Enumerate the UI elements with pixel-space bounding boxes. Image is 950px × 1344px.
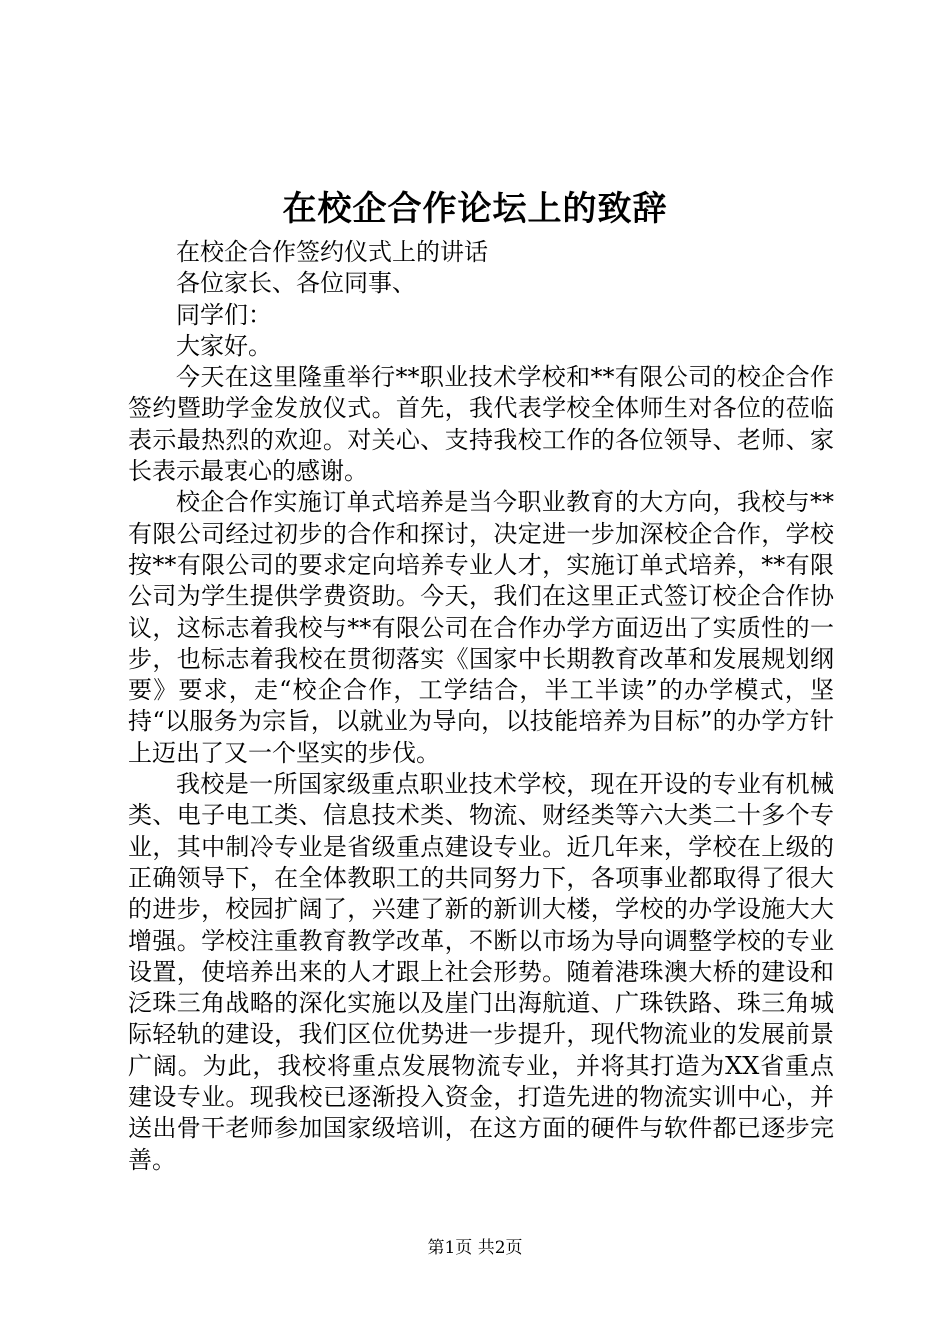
paragraph-salutation-students: 同学们： [176, 300, 272, 329]
document-title: 在校企合作论坛上的致辞 [282, 189, 668, 229]
paragraph-speech-subtitle: 在校企合作签约仪式上的讲话 [176, 238, 488, 266]
paragraph-salutation: 各位家长、各位同事、 [176, 269, 416, 298]
paragraph-opening: 今天在这里隆重举行**职业技术学校和**有限公司的校企合作签约暨助学金发放仪式。首先，我代表学校全体师生对各位的莅临表示最热烈的欢迎。对关心、支持我校工作的各位领导、老师、家长表示最衷心的感谢。 [128, 363, 834, 486]
paragraph-school-intro: 我校是一所国家级重点职业技术学校，现在开设的专业有机械类、电子电工类、信息技术类、物流、财经类等六大类二十多个专业，其中制冷专业是省级重点建设专业。近几年来，学校在上级的正确领导下，在全体教职工的共同努力下，各项事业都取得了很大的进步，校园扩阔了，兴建了新的新训大楼，学校的办学设施大大增强。学校注重教育教学改革，不断以市场为导向调整学校的专业设置，使培养出来的人才跟上社会形势。随着港珠澳大桥的建设和泛珠三角战略的深化实施以及崖门出海航道、广珠铁路、珠三角城际轻轨的建设，我们区位优势进一步提升，现代物流业的发展前景广阔。为此，我校将重点发展物流专业，并将其打造为XX省重点建设专业。现我校已逐渐投入资金，打造先进的物流实训中心，并送出骨干老师参加国家级培训，在这方面的硬件与软件都已逐步完善。 [128, 770, 834, 1174]
document-body [128, 237, 834, 1176]
page-footer: 第1页 共2页 [427, 1238, 523, 1258]
paragraph-cooperation: 校企合作实施订单式培养是当今职业教育的大方向，我校与**有限公司经过初步的合作和探讨，决定进一步加深校企合作，学校按**有限公司的要求定向培养专业人才，实施订单式培养，**有限公司为学生提供学费资助。今天，我们在这里正式签订校企合作协议，这标志着我校与**有限公司在合作办学方面迈出了实质性的一步，也标志着我校在贯彻落实《国家中长期教育改革和发展规划纲要》要求，走“校企合作，工学结合，半工半读”的办学模式，坚持“以服务为宗旨，以就业为导向，以技能培养为目标”的办学方针上迈出了又一个坚实的步伐。 [128, 488, 834, 767]
paragraph-greeting: 大家好。 [176, 331, 272, 360]
